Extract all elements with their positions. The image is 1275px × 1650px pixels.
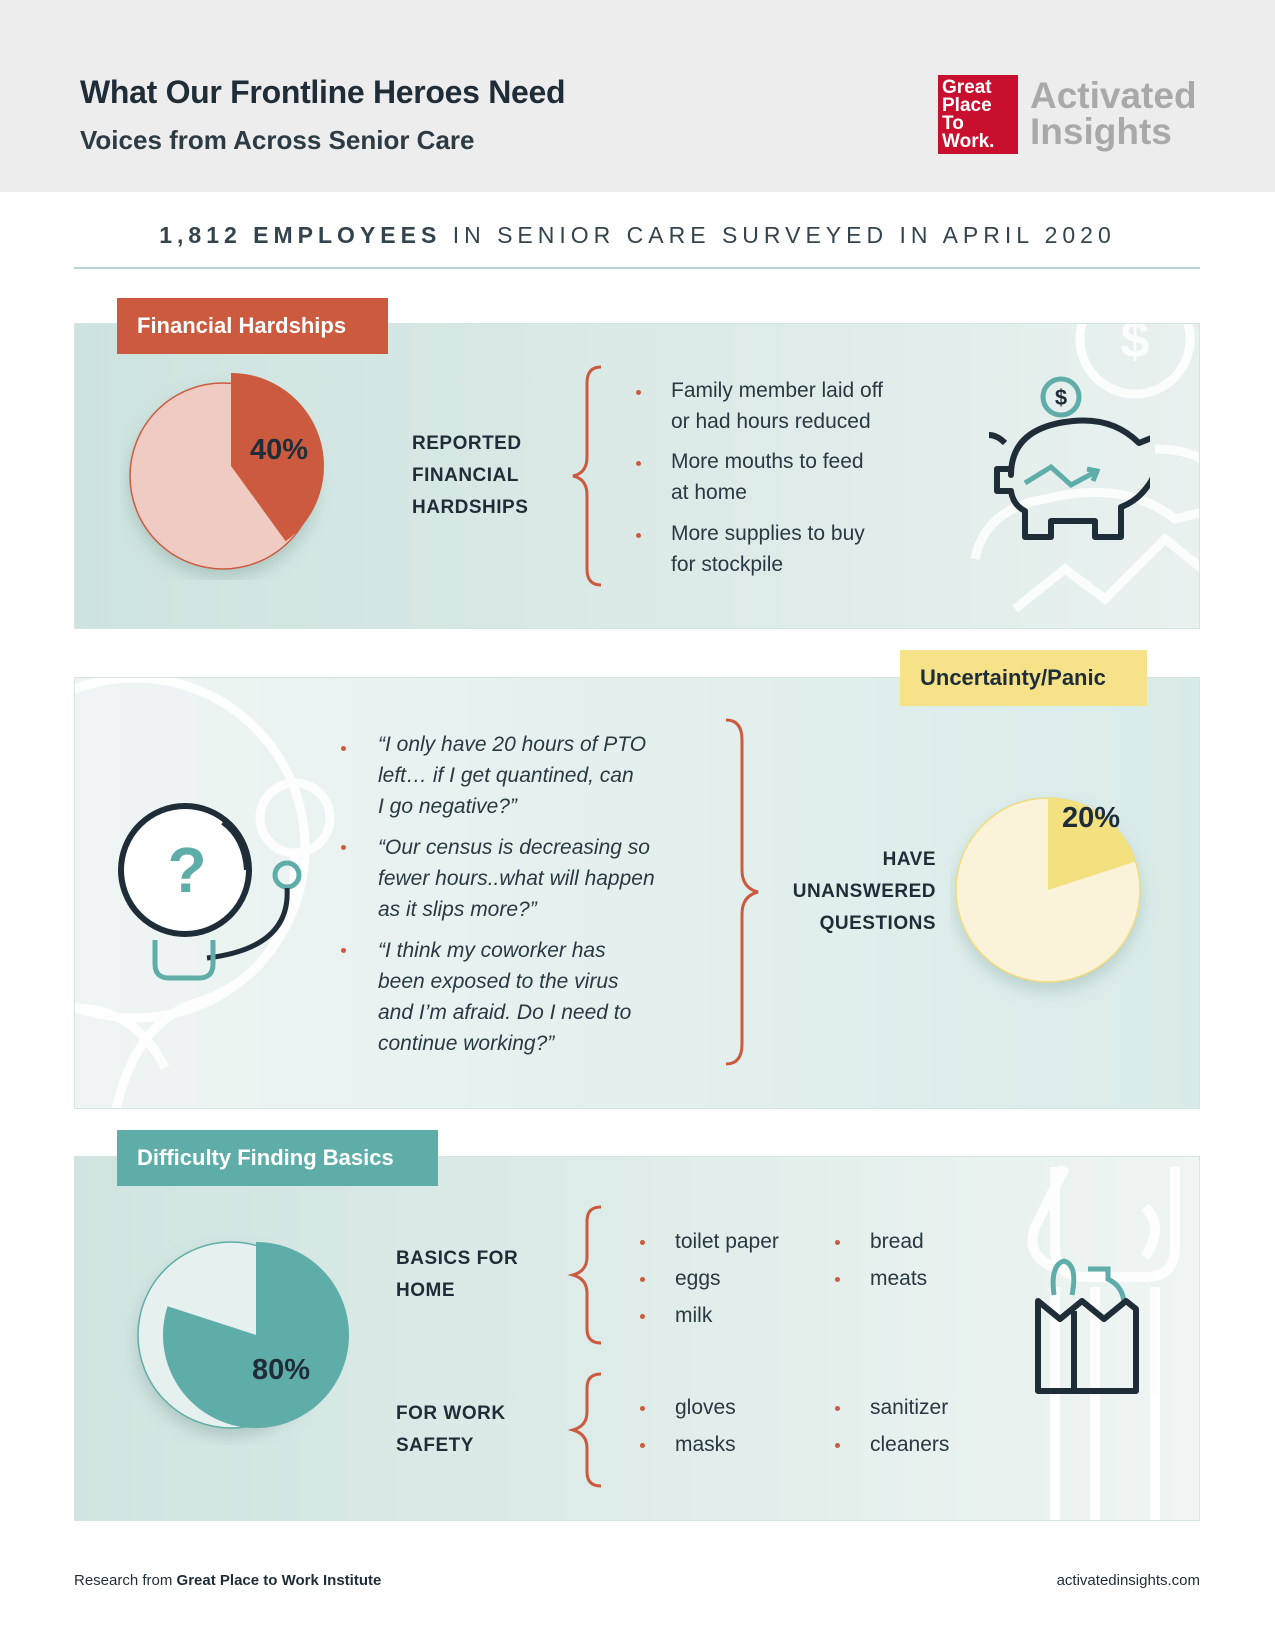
tag-uncertainty-panic: Uncertainty/Panic (900, 650, 1147, 706)
footer-credit: Research from Great Place to Work Institute (74, 1572, 382, 1589)
uncertainty-percent: 20% (1062, 802, 1121, 834)
page-title: What Our Frontline Heroes Need (80, 74, 566, 110)
work-list-col2 (831, 1392, 949, 1466)
bullet-dot (341, 746, 346, 751)
svg-text:?: ? (167, 834, 207, 906)
list-item: toilet paper (636, 1226, 779, 1263)
bullet-dot (341, 845, 346, 850)
financial-percent: 40% (250, 434, 309, 466)
quote-2: “Our census is decreasing so fewer hours..what will happen as it slips more?” (378, 836, 655, 921)
page-subtitle: Voices from Across Senior Care (80, 125, 475, 155)
home-list-col2 (831, 1226, 927, 1300)
financial-bullet-2: More mouths to feed at home (671, 450, 864, 504)
list-item: eggs (636, 1263, 779, 1300)
brace-right-icon (722, 718, 762, 1068)
footer-url[interactable]: activatedinsights.com (1056, 1572, 1200, 1589)
list-item: masks (636, 1429, 736, 1466)
svg-text:$: $ (1120, 319, 1150, 369)
quote-3: “I think my coworker has been exposed to the virus and I’m afraid. Do I need to continue working?” (378, 939, 632, 1055)
financial-bullet-3: More supplies to buy for stockpile (671, 522, 865, 576)
home-label: BASICS FOR HOME (396, 1248, 519, 1301)
list-item: sanitizer (831, 1392, 949, 1429)
list-item: gloves (636, 1392, 736, 1429)
work-list-col1 (636, 1392, 736, 1466)
work-label: FOR WORK SAFETY (396, 1403, 506, 1456)
brace-icon (565, 365, 605, 587)
uncertainty-pie-chart (950, 792, 1160, 1002)
gptw-logo: Great Place To Work. (938, 75, 1018, 154)
quote-1: “I only have 20 hours of PTO left… if I get quantined, can I go negative?” (378, 733, 647, 818)
piggy-bank-icon (975, 375, 1150, 550)
financial-bullet-1: Family member laid off or had hours reduced (671, 379, 884, 433)
uncertainty-label: HAVE UNANSWERED QUESTIONS (792, 849, 936, 934)
list-item: milk (636, 1300, 779, 1337)
header-band (0, 0, 1275, 192)
bullet-dot (636, 390, 641, 395)
basics-pie-chart (126, 1235, 366, 1445)
tag-financial-hardships: Financial Hardships (117, 298, 388, 354)
list-item: cleaners (831, 1429, 949, 1466)
bullet-dot (341, 948, 346, 953)
list-item: bread (831, 1226, 927, 1263)
svg-text:$: $ (1054, 385, 1068, 410)
tag-difficulty-finding-basics: Difficulty Finding Basics (117, 1130, 438, 1186)
basics-percent: 80% (252, 1354, 311, 1386)
financial-label: REPORTED FINANCIAL HARDSHIPS (412, 433, 529, 518)
bullet-dot (636, 461, 641, 466)
grocery-bag-icon (1030, 1255, 1150, 1395)
divider (74, 267, 1200, 269)
financial-pie-chart (120, 370, 350, 580)
activated-insights-logo: Activated Insights (1030, 75, 1197, 152)
brace-icon (565, 1372, 605, 1488)
brace-icon (565, 1205, 605, 1349)
question-stethoscope-icon (115, 800, 315, 990)
home-list-col1 (636, 1226, 779, 1337)
survey-banner: 1,812 EMPLOYEES IN SENIOR CARE SURVEYED IN APRIL 2020 (159, 222, 1116, 248)
bullet-dot (636, 533, 641, 538)
list-item: meats (831, 1263, 927, 1300)
